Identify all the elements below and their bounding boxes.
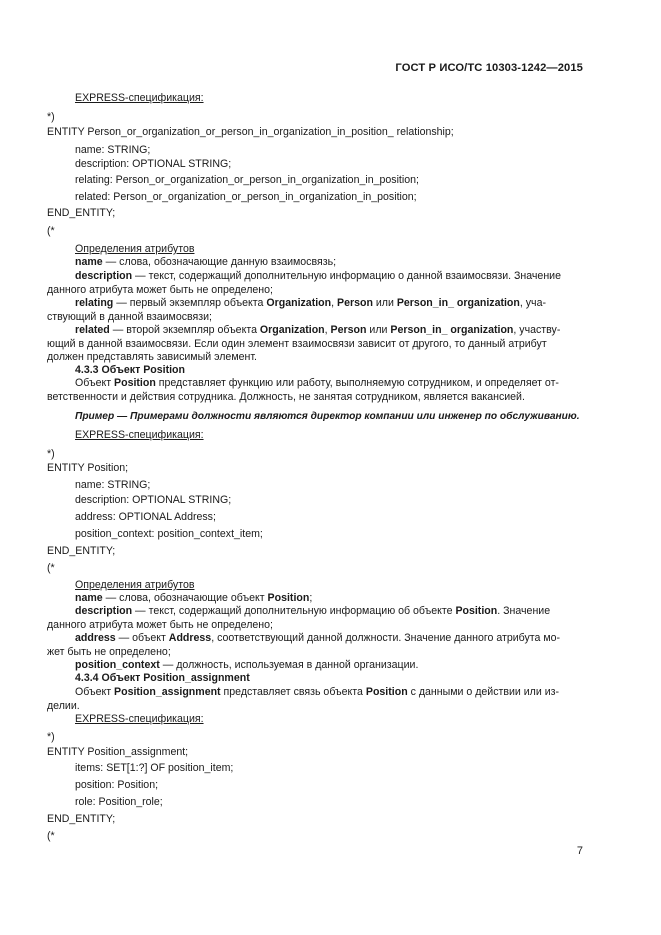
attribute-definitions-title: Определения атрибутов: [75, 579, 195, 591]
entity-attribute: address: OPTIONAL Address;: [75, 511, 216, 523]
entity-attribute: description: OPTIONAL STRING;: [75, 494, 232, 506]
definition-description-cont: данного атрибута может быть не определено;: [47, 619, 273, 631]
definition-description-cont: данного атрибута может быть не определено;: [47, 284, 273, 296]
entity-attribute: position: Position;: [75, 779, 159, 791]
definition-related: related — второй экземпляр объекта Organization, Person или Person_in_ organization, участву-: [75, 324, 561, 336]
entity-attribute: related: Person_or_organization_or_person_in_organization_in_position;: [75, 191, 417, 203]
entity-attribute: position_context: position_context_item;: [75, 528, 263, 540]
definition-address-cont: жет быть не определено;: [47, 646, 171, 658]
standard-header: ГОСТ Р ИСО/ТС 10303-1242—2015: [395, 62, 583, 74]
section-intro: Объект Position представляет функцию или работу, выполняемую сотрудником, и определяет от-: [75, 377, 559, 389]
entity-attribute: items: SET[1:?] OF position_item;: [75, 762, 234, 774]
definition-related-cont: должен представлять зависимый элемент.: [47, 351, 257, 363]
express-spec-label: EXPRESS-спецификация:: [75, 429, 204, 441]
entity-attribute: name: STRING;: [75, 479, 151, 491]
comment-close: *): [47, 448, 55, 460]
comment-close: *): [47, 731, 55, 743]
entity-declaration: ENTITY Position;: [47, 462, 129, 474]
section-intro-cont: делии.: [47, 700, 80, 712]
definition-name: name — слова, обозначающие данную взаимосвязь;: [75, 256, 337, 268]
entity-end: END_ENTITY;: [47, 207, 116, 219]
entity-attribute: relating: Person_or_organization_or_person_in_organization_in_position;: [75, 174, 419, 186]
entity-declaration: ENTITY Position_assignment;: [47, 746, 189, 758]
section-heading: 4.3.3 Объект Position: [75, 364, 185, 376]
entity-end: END_ENTITY;: [47, 545, 116, 557]
comment-open: (*: [47, 830, 55, 842]
comment-close: *): [47, 111, 55, 123]
entity-end: END_ENTITY;: [47, 813, 116, 825]
definition-description: description — текст, содержащий дополнительную информацию об объекте Position. Значение: [75, 605, 551, 617]
definition-relating: relating — первый экземпляр объекта Organization, Person или Person_in_ organization, уча-: [75, 297, 546, 309]
comment-open: (*: [47, 562, 55, 574]
entity-attribute: description: OPTIONAL STRING;: [75, 158, 232, 170]
example-note: Пример — Примерами должности являются директор компании или инженер по обслуживанию.: [75, 411, 580, 422]
entity-declaration: ENTITY Person_or_organization_or_person_in_organization_in_position_ relationship;: [47, 126, 454, 138]
definition-position-context: position_context — должность, используемая в данной организации.: [75, 659, 419, 671]
attribute-definitions-title: Определения атрибутов: [75, 243, 195, 255]
page-number: 7: [576, 845, 583, 857]
express-spec-label: EXPRESS-спецификация:: [75, 92, 204, 104]
definition-name: name — слова, обозначающие объект Position;: [75, 592, 313, 604]
express-spec-label: EXPRESS-спецификация:: [75, 713, 204, 725]
definition-description: description — текст, содержащий дополнительную информацию о данной взаимосвязи. Значение: [75, 270, 561, 282]
entity-attribute: name: STRING;: [75, 144, 151, 156]
definition-related-cont: ющий в данной взаимосвязи. Если один элемент взаимосвязи зависит от другого, то данный атрибут: [47, 338, 547, 350]
section-intro: Объект Position_assignment представляет связь объекта Position с данными о действии или из-: [75, 686, 560, 698]
comment-open: (*: [47, 225, 55, 237]
section-intro-cont: ветственности и действия сотрудника. Должность, не занятая сотрудником, является вакансией.: [47, 391, 525, 403]
section-heading: 4.3.4 Объект Position_assignment: [75, 672, 250, 684]
definition-relating-cont: ствующий в данной взаимосвязи;: [47, 311, 212, 323]
definition-address: address — объект Address, соответствующий данной должности. Значение данного атрибута мо-: [75, 632, 561, 644]
entity-attribute: role: Position_role;: [75, 796, 163, 808]
